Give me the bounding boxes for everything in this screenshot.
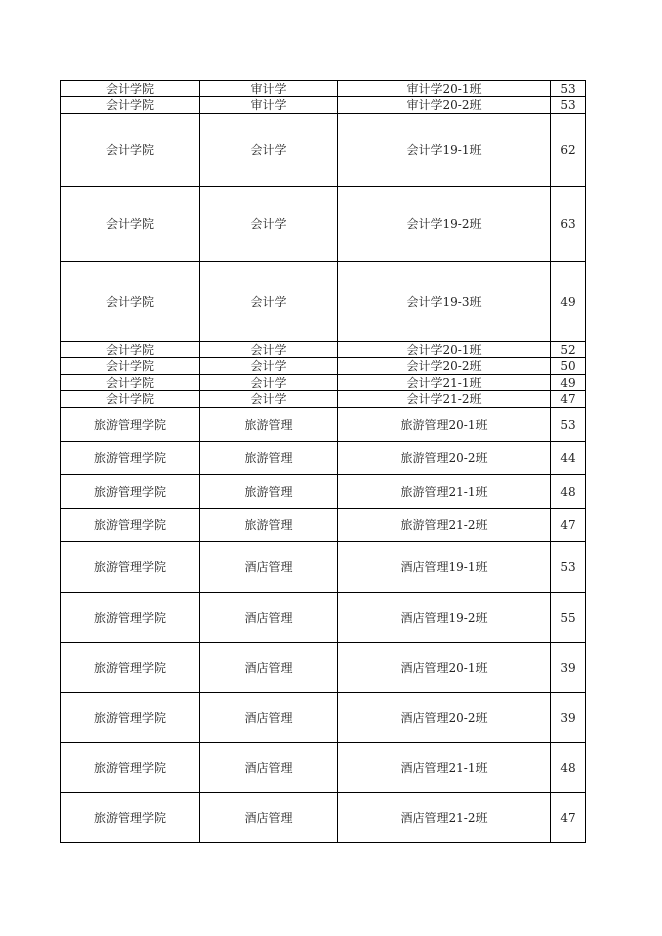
class-name-cell: 旅游管理21-2班 bbox=[338, 509, 551, 542]
college-cell: 旅游管理学院 bbox=[61, 475, 200, 509]
college-cell: 旅游管理学院 bbox=[61, 693, 200, 743]
class-name-cell: 审计学20-2班 bbox=[338, 97, 551, 114]
table-row bbox=[61, 81, 586, 97]
class-name-cell: 酒店管理21-1班 bbox=[338, 743, 551, 793]
student-count-cell: 48 bbox=[551, 475, 586, 509]
table-row bbox=[61, 342, 586, 358]
college-cell: 会计学院 bbox=[61, 97, 200, 114]
student-count-cell: 53 bbox=[551, 81, 586, 97]
student-count-cell: 63 bbox=[551, 187, 586, 262]
major-cell: 旅游管理 bbox=[200, 408, 338, 442]
student-count-cell: 48 bbox=[551, 743, 586, 793]
major-cell: 审计学 bbox=[200, 81, 338, 97]
class-name-cell: 酒店管理19-1班 bbox=[338, 542, 551, 593]
college-cell: 会计学院 bbox=[61, 391, 200, 408]
major-cell: 旅游管理 bbox=[200, 509, 338, 542]
class-name-cell: 旅游管理20-2班 bbox=[338, 442, 551, 475]
student-count-cell: 47 bbox=[551, 391, 586, 408]
table-row bbox=[61, 358, 586, 375]
major-cell: 酒店管理 bbox=[200, 793, 338, 843]
student-count-cell: 53 bbox=[551, 408, 586, 442]
student-count-cell: 39 bbox=[551, 643, 586, 693]
table-row bbox=[61, 593, 586, 643]
class-name-cell: 会计学21-2班 bbox=[338, 391, 551, 408]
college-cell: 会计学院 bbox=[61, 342, 200, 358]
major-cell: 会计学 bbox=[200, 391, 338, 408]
table-row bbox=[61, 542, 586, 593]
table-row bbox=[61, 187, 586, 262]
table-row bbox=[61, 114, 586, 187]
major-cell: 会计学 bbox=[200, 375, 338, 391]
table-row bbox=[61, 375, 586, 391]
student-count-cell: 53 bbox=[551, 97, 586, 114]
class-name-cell: 会计学19-2班 bbox=[338, 187, 551, 262]
table-row bbox=[61, 643, 586, 693]
college-cell: 会计学院 bbox=[61, 81, 200, 97]
college-cell: 旅游管理学院 bbox=[61, 442, 200, 475]
class-roster-table bbox=[60, 80, 586, 843]
college-cell: 会计学院 bbox=[61, 375, 200, 391]
major-cell: 酒店管理 bbox=[200, 593, 338, 643]
class-name-cell: 旅游管理21-1班 bbox=[338, 475, 551, 509]
class-name-cell: 会计学20-2班 bbox=[338, 358, 551, 375]
student-count-cell: 62 bbox=[551, 114, 586, 187]
major-cell: 会计学 bbox=[200, 342, 338, 358]
major-cell: 审计学 bbox=[200, 97, 338, 114]
major-cell: 会计学 bbox=[200, 187, 338, 262]
major-cell: 酒店管理 bbox=[200, 542, 338, 593]
college-cell: 会计学院 bbox=[61, 262, 200, 342]
major-cell: 酒店管理 bbox=[200, 743, 338, 793]
major-cell: 旅游管理 bbox=[200, 475, 338, 509]
major-cell: 会计学 bbox=[200, 262, 338, 342]
college-cell: 会计学院 bbox=[61, 358, 200, 375]
table-row bbox=[61, 408, 586, 442]
class-name-cell: 酒店管理20-2班 bbox=[338, 693, 551, 743]
table-row bbox=[61, 475, 586, 509]
student-count-cell: 52 bbox=[551, 342, 586, 358]
table-row bbox=[61, 262, 586, 342]
table-row bbox=[61, 97, 586, 114]
major-cell: 酒店管理 bbox=[200, 643, 338, 693]
student-count-cell: 53 bbox=[551, 542, 586, 593]
major-cell: 酒店管理 bbox=[200, 693, 338, 743]
college-cell: 旅游管理学院 bbox=[61, 643, 200, 693]
student-count-cell: 55 bbox=[551, 593, 586, 643]
student-count-cell: 47 bbox=[551, 509, 586, 542]
table-row bbox=[61, 509, 586, 542]
class-name-cell: 会计学19-1班 bbox=[338, 114, 551, 187]
class-name-cell: 酒店管理20-1班 bbox=[338, 643, 551, 693]
table-row bbox=[61, 743, 586, 793]
college-cell: 旅游管理学院 bbox=[61, 542, 200, 593]
class-name-cell: 会计学20-1班 bbox=[338, 342, 551, 358]
class-name-cell: 酒店管理21-2班 bbox=[338, 793, 551, 843]
student-count-cell: 49 bbox=[551, 375, 586, 391]
class-name-cell: 会计学21-1班 bbox=[338, 375, 551, 391]
table-row bbox=[61, 391, 586, 408]
class-name-cell: 酒店管理19-2班 bbox=[338, 593, 551, 643]
table-row bbox=[61, 793, 586, 843]
student-count-cell: 44 bbox=[551, 442, 586, 475]
college-cell: 旅游管理学院 bbox=[61, 408, 200, 442]
table-row bbox=[61, 693, 586, 743]
table-body bbox=[61, 81, 586, 843]
college-cell: 会计学院 bbox=[61, 114, 200, 187]
student-count-cell: 39 bbox=[551, 693, 586, 743]
college-cell: 旅游管理学院 bbox=[61, 593, 200, 643]
major-cell: 旅游管理 bbox=[200, 442, 338, 475]
class-name-cell: 会计学19-3班 bbox=[338, 262, 551, 342]
major-cell: 会计学 bbox=[200, 358, 338, 375]
student-count-cell: 50 bbox=[551, 358, 586, 375]
major-cell: 会计学 bbox=[200, 114, 338, 187]
student-count-cell: 49 bbox=[551, 262, 586, 342]
college-cell: 旅游管理学院 bbox=[61, 509, 200, 542]
college-cell: 旅游管理学院 bbox=[61, 743, 200, 793]
spreadsheet-table-container bbox=[60, 80, 585, 843]
class-name-cell: 旅游管理20-1班 bbox=[338, 408, 551, 442]
table-row bbox=[61, 442, 586, 475]
student-count-cell: 47 bbox=[551, 793, 586, 843]
college-cell: 旅游管理学院 bbox=[61, 793, 200, 843]
class-name-cell: 审计学20-1班 bbox=[338, 81, 551, 97]
college-cell: 会计学院 bbox=[61, 187, 200, 262]
